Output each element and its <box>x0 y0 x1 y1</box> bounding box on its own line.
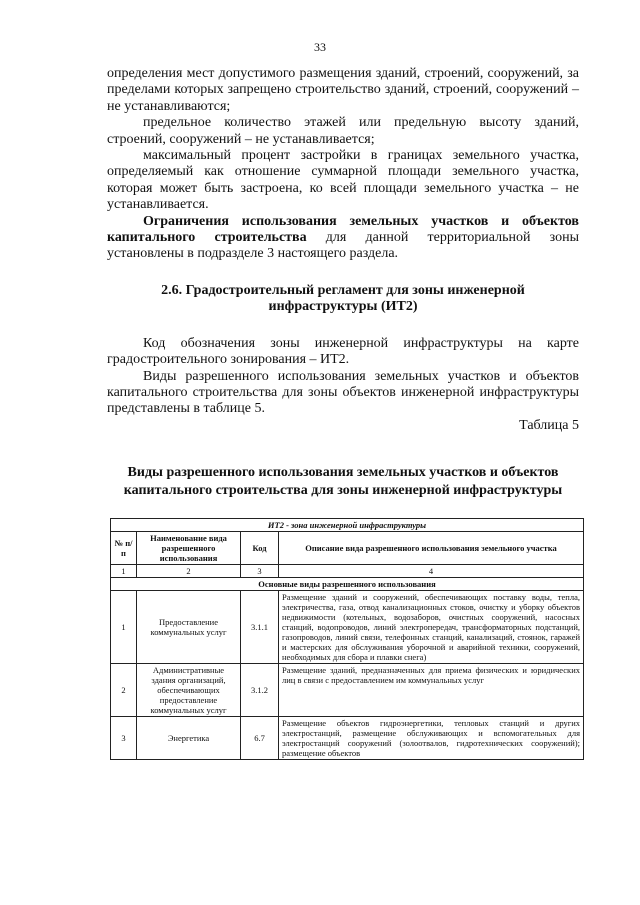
row-use-code: 3.1.1 <box>241 591 279 664</box>
col-header-code: Код <box>241 532 279 565</box>
restrictions-rest-text: для данной территориальной зоны установлены в подразделе 3 настоящего раздела. <box>107 230 579 262</box>
paragraph-restrictions <box>107 214 579 263</box>
row-use-description: Размещение зданий и сооружений, обеспечивающих поставку воды, тепла, электричества, газа, отвод канализационных стоков, очистку и уборку объектов недвижимости (котельных, водозаборов, очистных сооружений, насосных станций, водопроводов, линий электропередач, трансформаторных подстанций, газопроводов, линий связи, телефонных станций, канализаций, стоянок, гаражей и мастерских для обслуживания уборочной и аварийной техники, сооружений, необходимых для сбора и плавки снега) <box>279 591 584 664</box>
row-use-name: Энергетика <box>137 717 241 760</box>
row-number: 1 <box>111 591 137 664</box>
row-use-name: Предоставление коммунальных услуг <box>137 591 241 664</box>
col-number-cell: 4 <box>279 565 584 578</box>
col-header-description: Описание вида разрешенного использования земельного участка <box>279 532 584 565</box>
table-title: Виды разрешенного использования земельных участков и объектов капитального строительства для зоны инженерной инфраструктуры <box>123 465 563 499</box>
row-use-code: 3.1.2 <box>241 664 279 717</box>
restrictions-bold-text: Ограничения использования земельных участков и объектов капитального строительства <box>107 213 579 246</box>
table-zone-header-row <box>111 519 584 532</box>
paragraph-floors: предельное количество этажей или предельную высоту зданий, строений, сооружений – не устанавливается; <box>107 115 579 147</box>
permitted-uses-table <box>110 518 584 760</box>
col-number-cell: 3 <box>241 565 279 578</box>
row-use-name: Административные здания организаций, обеспечивающих предоставление коммунальных услуг <box>137 664 241 717</box>
table-row <box>111 591 584 664</box>
section-title: 2.6. Градостроительный регламент для зоны инженерной инфраструктуры (ИТ2) <box>161 282 525 315</box>
paragraph-zone-code: Код обозначения зоны инженерной инфраструктуры на карте градостроительного зонирования – ИТ2. <box>107 335 579 368</box>
table-column-numbers-row <box>111 565 584 578</box>
col-header-number: № п/п <box>111 532 137 565</box>
col-number-cell: 2 <box>137 565 241 578</box>
row-use-code: 6.7 <box>241 717 279 760</box>
col-number-cell: 1 <box>111 565 137 578</box>
paragraph-coverage: максимальный процент застройки в границах земельного участка, определяемый как отношение суммарной площади земельного участка, которая может быть застроена, ко всей площади земельного участка – не устанавливается. <box>107 148 579 213</box>
table-label: Таблица 5 <box>519 417 579 433</box>
zone-header-cell: ИТ2 - зона инженерной инфраструктуры <box>111 519 584 532</box>
table-subheader-row <box>111 578 584 591</box>
paragraph-zone-uses: Виды разрешенного использования земельных участков и объектов капитального строительства для зоны объектов инженерной инфраструктуры представлены в таблице 5. <box>107 368 579 417</box>
row-use-description: Размещение зданий, предназначенных для приема физических и юридических лиц в связи с предоставлением им коммунальных услуг <box>279 664 584 717</box>
col-header-name: Наименование вида разрешенного использования <box>137 532 241 565</box>
row-number: 3 <box>111 717 137 760</box>
document-body <box>107 66 579 500</box>
row-number: 2 <box>111 664 137 717</box>
main-uses-subheader: Основные виды разрешенного использования <box>111 578 584 591</box>
table-row <box>111 664 584 717</box>
table-row <box>111 717 584 760</box>
paragraph-setbacks: определения мест допустимого размещения зданий, строений, сооружений, за пределами которых запрещено строительство зданий, строений, сооружений – не устанавливаются; <box>107 66 579 114</box>
page-number: 33 <box>314 40 326 54</box>
table-header-row <box>111 532 584 565</box>
row-use-description: Размещение объектов гидроэнергетики, тепловых станций и других электростанций, размещение обслуживающих и вспомогательных для электростанций сооружений (золоотвалов, гидротехнических сооружений); размещение объектов <box>279 717 584 760</box>
